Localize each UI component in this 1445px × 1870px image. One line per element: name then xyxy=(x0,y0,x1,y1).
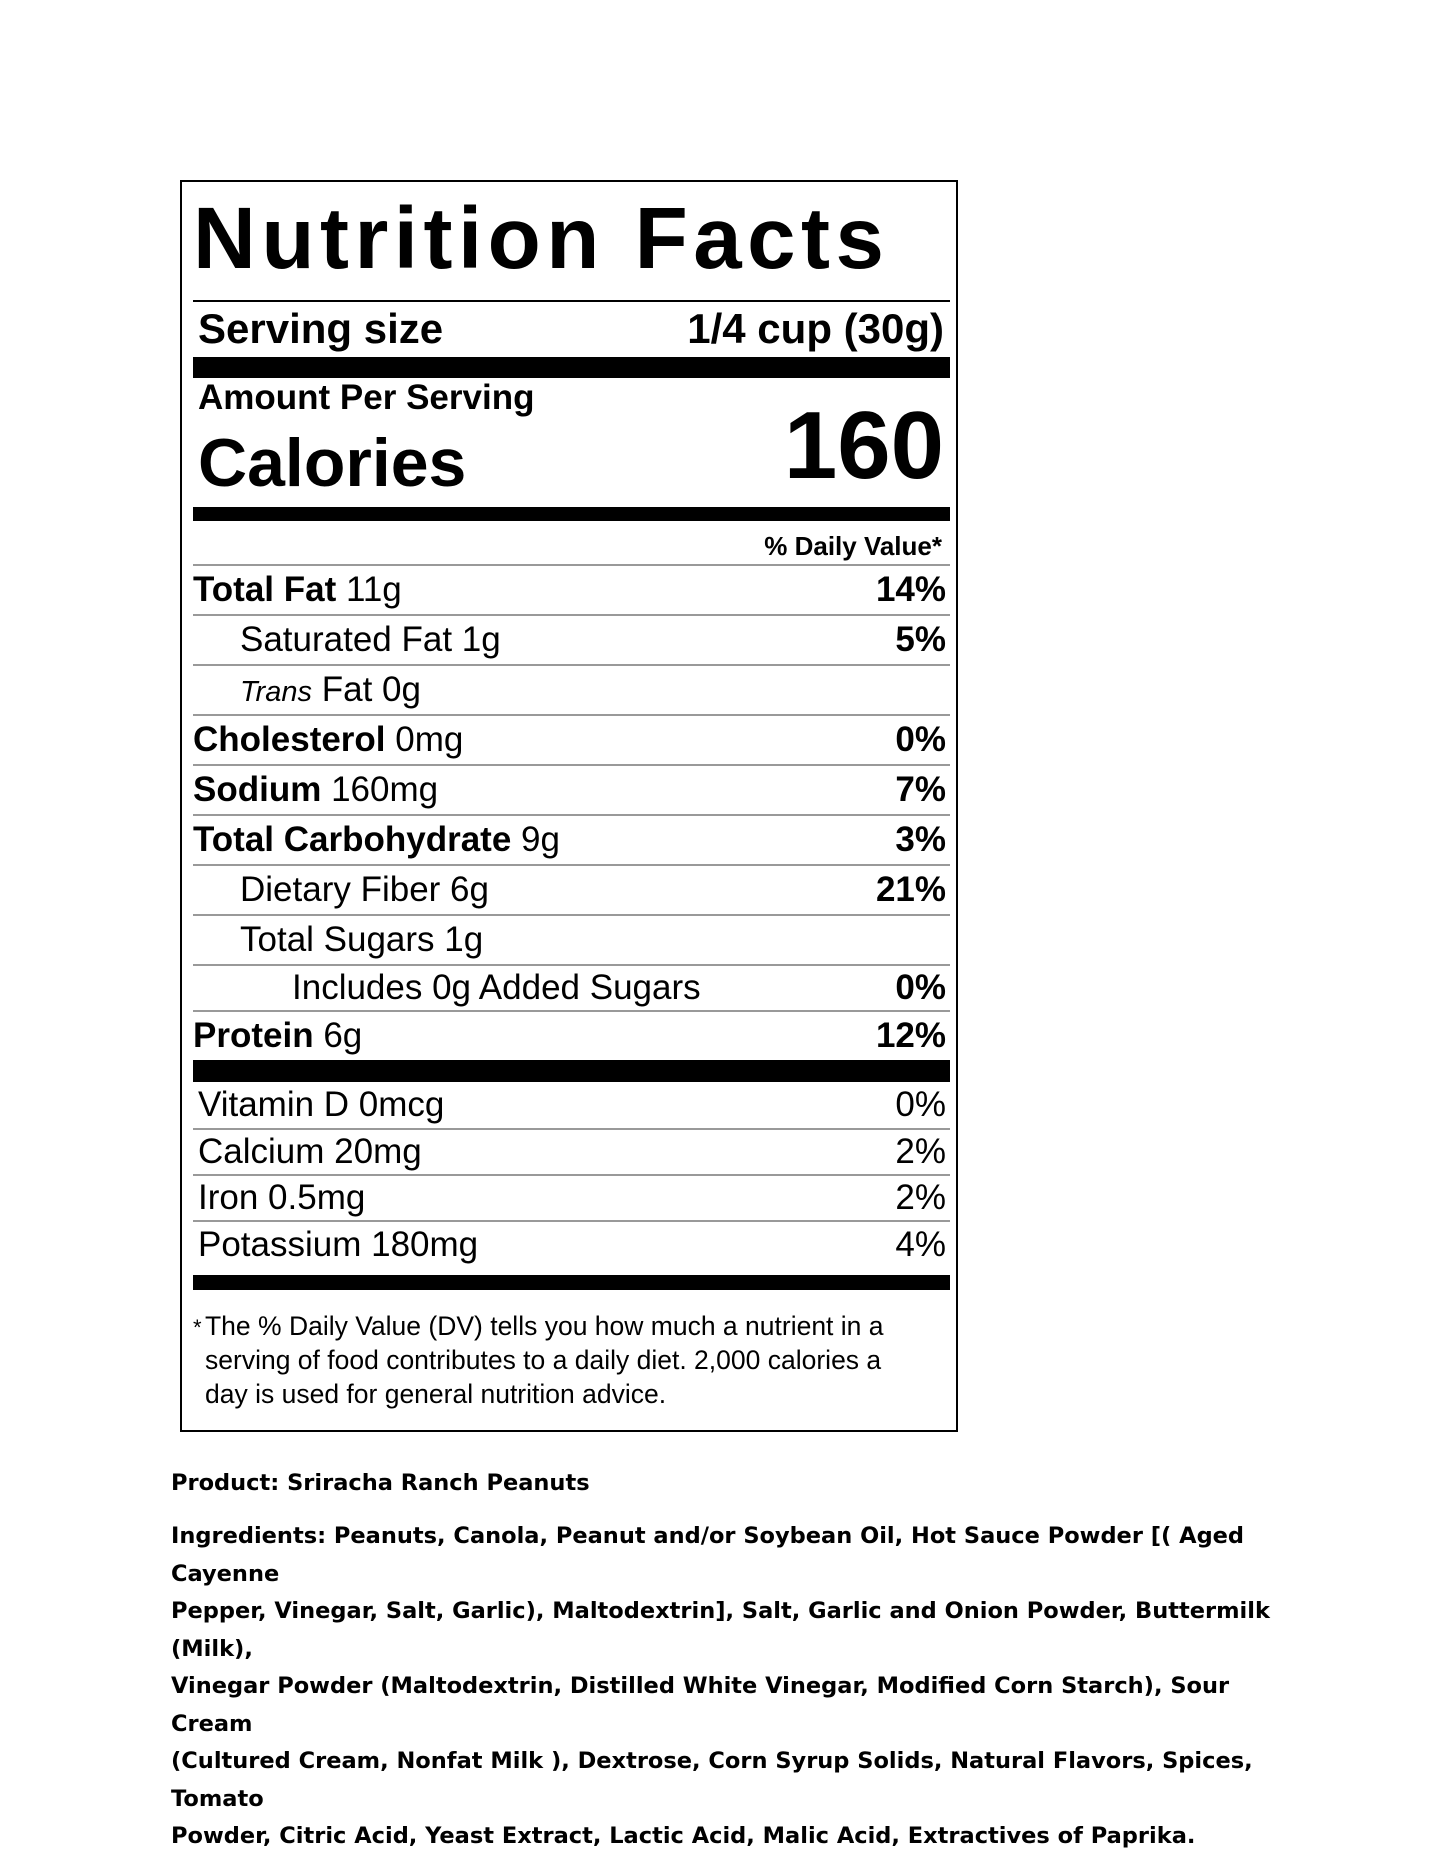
nutrient-row-total-fat xyxy=(193,564,950,614)
nutrient-row-cholesterol xyxy=(193,714,950,764)
vitamin-name: Iron 0.5mg xyxy=(198,1178,366,1217)
daily-value-header: % Daily Value* xyxy=(764,531,942,561)
footnote-line: serving of food contributes to a daily diet. 2,000 calories a xyxy=(205,1345,882,1375)
footnote-line: day is used for general nutrition advice. xyxy=(205,1379,667,1409)
ingredients-list xyxy=(171,1518,1291,1856)
amount-per-serving: Amount Per Serving xyxy=(198,378,535,417)
nutrient-row-dietary-fiber xyxy=(193,864,950,914)
vitamin-dv: 0% xyxy=(895,1085,946,1124)
vitamin-name: Vitamin D 0mcg xyxy=(198,1085,445,1124)
calories-label: Calories xyxy=(198,425,467,501)
label-inner xyxy=(193,182,950,1430)
nutrient-name: Protein 6g xyxy=(193,1016,363,1055)
vitamin-row-iron xyxy=(193,1176,950,1220)
ingredients-line: Ingredients: Peanuts, Canola, Peanut and/or Soybean Oil, Hot Sauce Powder [( Aged Cayenne xyxy=(171,1523,1245,1587)
calories-value: 160 xyxy=(783,392,944,499)
nutrient-name: Saturated Fat 1g xyxy=(240,620,501,659)
nutrient-dv: 12% xyxy=(875,1016,946,1055)
nutrition-facts-label xyxy=(180,180,958,1432)
nutrient-dv: 0% xyxy=(895,720,946,759)
serving-size-row xyxy=(198,304,944,354)
nutrient-dv: 5% xyxy=(895,620,946,659)
nutrient-name: Includes 0g Added Sugars xyxy=(292,968,701,1007)
nutrient-row-total-sugars xyxy=(193,914,950,964)
vitamin-name: Potassium 180mg xyxy=(198,1225,479,1264)
ingredients-line: Powder, Citric Acid, Yeast Extract, Lactic Acid, Malic Acid, Extractives of Paprika. xyxy=(171,1823,1196,1849)
divider-medium xyxy=(193,1275,950,1290)
divider-thick xyxy=(193,357,950,378)
vitamin-row-calcium xyxy=(193,1130,950,1174)
nutrient-row-trans-fat xyxy=(193,664,950,714)
nutrient-name: Total Sugars 1g xyxy=(240,920,484,959)
nutrient-row-saturated-fat xyxy=(193,614,950,664)
divider-thin xyxy=(193,300,950,302)
serving-size-value: 1/4 cup (30g) xyxy=(687,305,944,352)
ingredients-line: (Cultured Cream, Nonfat Milk ), Dextrose, Corn Syrup Solids, Natural Flavors, Spices, Tomato xyxy=(171,1748,1253,1812)
nutrient-dv: 7% xyxy=(895,770,946,809)
vitamin-name: Calcium 20mg xyxy=(198,1132,422,1171)
daily-value-footnote xyxy=(193,1309,920,1411)
serving-size-label: Serving size xyxy=(198,305,444,352)
nutrient-name: Dietary Fiber 6g xyxy=(240,870,489,909)
vitamin-dv: 2% xyxy=(895,1132,946,1171)
nutrient-row-total-carbohydrate xyxy=(193,814,950,864)
nutrient-dv: 21% xyxy=(875,870,946,909)
nutrient-name: Cholesterol 0mg xyxy=(193,720,464,759)
nutrient-row-added-sugars xyxy=(193,964,950,1010)
divider-medium xyxy=(193,507,950,521)
nutrient-row-protein xyxy=(193,1010,950,1060)
vitamin-row-vitamin-d xyxy=(193,1082,950,1128)
divider-thick xyxy=(193,1060,950,1082)
nutrient-row-sodium xyxy=(193,764,950,814)
nutrient-name: Total Fat 11g xyxy=(193,570,402,609)
vitamin-row-potassium xyxy=(193,1222,950,1268)
product-name: Product: Sriracha Ranch Peanuts xyxy=(171,1470,590,1496)
nutrient-dv: 0% xyxy=(895,968,946,1007)
nutrient-name: Total Carbohydrate 9g xyxy=(193,820,560,859)
nutrient-dv: 14% xyxy=(875,570,946,609)
nutrient-name: Trans Fat 0g xyxy=(240,670,421,709)
label-title: Nutrition Facts xyxy=(193,199,890,279)
vitamin-dv: 2% xyxy=(895,1178,946,1217)
vitamin-dv: 4% xyxy=(895,1225,946,1264)
footnote-line: The % Daily Value (DV) tells you how much a nutrient in a xyxy=(205,1311,884,1341)
nutrient-dv: 3% xyxy=(895,820,946,859)
ingredients-line: Vinegar Powder (Maltodextrin, Distilled White Vinegar, Modified Corn Starch), Sour Cream xyxy=(171,1673,1230,1737)
footnote-asterisk: * xyxy=(193,1315,202,1340)
ingredients-line: Pepper, Vinegar, Salt, Garlic), Maltodextrin], Salt, Garlic and Onion Powder, Buttermilk (Milk), xyxy=(171,1598,1270,1662)
nutrient-name: Sodium 160mg xyxy=(193,770,439,809)
